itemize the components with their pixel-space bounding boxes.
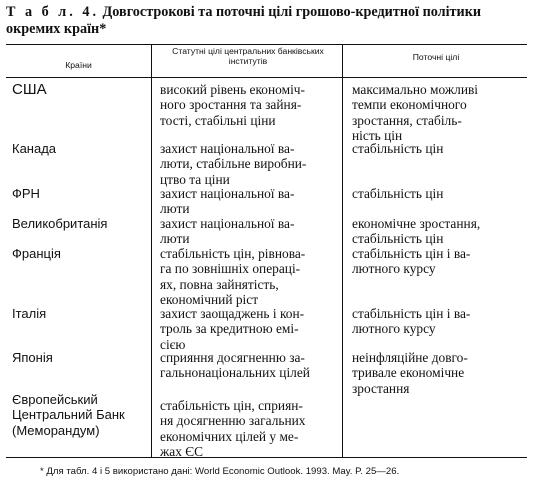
- row-uk-country: Великобританія: [12, 216, 108, 231]
- row-usa-country: США: [12, 81, 47, 98]
- caption-text: Довгострокові та поточні цілі грошово-кредитної політики окремих країн*: [6, 4, 482, 37]
- row-usa-statutory: високий рівень економіч- ного зростання та зайня- тості, стабільні ціни: [160, 82, 305, 128]
- table-top-rule: [6, 44, 527, 45]
- table-header-rule: [6, 77, 527, 78]
- header-country: Країни: [65, 60, 92, 70]
- row-uk-current: економічне зростання, стабільність цін: [352, 216, 481, 247]
- caption-label: Т а б л. 4.: [6, 4, 99, 20]
- row-canada-statutory: захист національної ва- люти, стабільне виробни- цтво та ціни: [160, 141, 307, 187]
- row-ecb-statutory: стабільність цін, сприян- ня досягненню загальних економічних цілей у ме- жах ЄС: [160, 398, 306, 460]
- row-italy-current: стабільність цін і ва- лютного курсу: [352, 306, 471, 337]
- footnote: * Для табл. 4 і 5 використано дані: World Economic Outlook. 1993. May. P. 25—26.: [40, 466, 400, 477]
- row-canada-current: стабільність цін: [352, 141, 444, 156]
- column-divider-2: [342, 44, 343, 457]
- table-caption: [6, 4, 526, 38]
- row-italy-statutory: захист заощаджень і кон- троль за кредитною емі- сією: [160, 306, 305, 352]
- row-japan-country: Японія: [12, 350, 53, 365]
- header-statutory: Статутні цілі центральних банківських інститутів: [172, 46, 324, 66]
- row-frg-country: ФРН: [12, 186, 40, 201]
- header-current: Поточні цілі: [412, 52, 460, 62]
- row-uk-statutory: захист національної ва- люти: [160, 216, 295, 247]
- row-japan-statutory: сприяння досягненню за- гальнонаціональних цілей: [160, 350, 310, 381]
- row-italy-country: Італія: [12, 306, 47, 321]
- row-japan-current: неінфляційне довго- тривале економічне зростання: [352, 350, 468, 396]
- row-france-country: Франція: [12, 246, 61, 261]
- row-france-statutory: стабільність цін, рівнова- га по зовнішніх операці- ях, повна зайнятість, економічний ріст: [160, 246, 306, 308]
- row-frg-current: стабільність цін: [352, 186, 444, 201]
- row-frg-statutory: захист національної ва- люти: [160, 186, 295, 217]
- row-france-current: стабільність цін і ва- лютного курсу: [352, 246, 471, 277]
- column-divider-1: [151, 44, 152, 457]
- row-usa-current: максимально можливі темпи економічного зростання, стабіль- ність цін: [352, 82, 479, 144]
- row-ecb-country: Європейський Центральний Банк (Меморандум): [12, 392, 125, 438]
- row-canada-country: Канада: [12, 141, 57, 156]
